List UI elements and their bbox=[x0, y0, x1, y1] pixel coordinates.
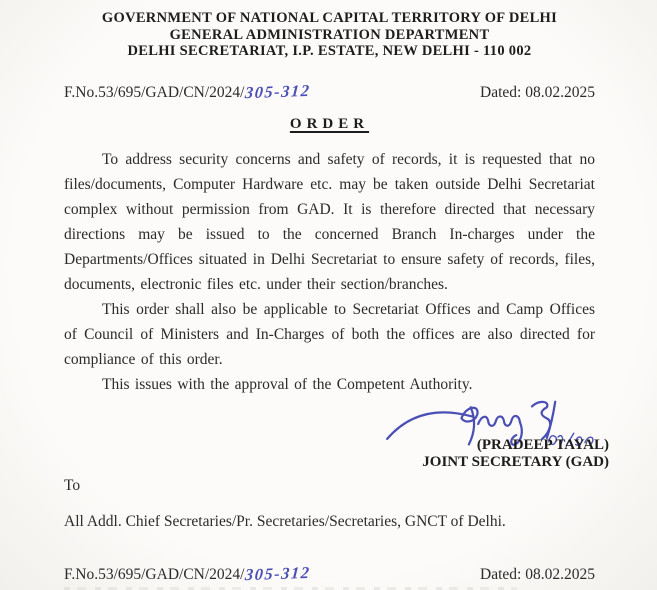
signature-block bbox=[64, 397, 609, 474]
file-number-bottom: F.No.53/695/GAD/CN/2024/305-312 bbox=[64, 562, 312, 584]
reference-row-bottom bbox=[64, 564, 595, 584]
paragraph-security-directions: To address security concerns and safety of records, it is requested that no files/documents, Computer Hardware etc. may be taken outside Delhi Secretariat complex without permission from GAD. It is therefore directed that necessary directions may be issued to the concerned Branch In-charges under the Departments/Offices situated in Delhi Secretariat to ensure safety of records, files, documents, electronic files etc. under their section/branches. bbox=[64, 150, 595, 293]
letterhead bbox=[64, 8, 595, 60]
signature-sweep-stroke bbox=[387, 412, 472, 438]
paragraph-approval: This issues with the approval of the Competent Authority. bbox=[102, 375, 473, 393]
signatory-name: (PRADEEP TAYAL) bbox=[476, 436, 609, 453]
letterhead-line-department: GENERAL ADMINISTRATION DEPARTMENT bbox=[169, 26, 490, 43]
handwritten-dispatch-number-top: 305-312 bbox=[244, 80, 312, 102]
recipients-line: All Addl. Chief Secretaries/Pr. Secretaries/Secretaries, GNCT of Delhi. bbox=[64, 512, 506, 530]
letterhead-line-address: DELHI SECRETARIAT, I.P. ESTATE, NEW DELHI - 110 002 bbox=[127, 43, 532, 59]
order-body bbox=[64, 147, 595, 397]
letterhead-line-government: GOVERNMENT OF NATIONAL CAPITAL TERRITORY OF DELHI bbox=[101, 10, 558, 26]
order-heading-wrap bbox=[64, 115, 595, 133]
file-number-top: F.No.53/695/GAD/CN/2024/305-312 bbox=[64, 80, 312, 102]
reference-row-top bbox=[64, 82, 595, 102]
date-bottom: Dated: 08.02.2025 bbox=[480, 565, 595, 583]
handwritten-dispatch-number-bottom: 305-312 bbox=[244, 562, 312, 584]
salutation: To bbox=[64, 476, 81, 494]
signature-name-squiggle bbox=[478, 415, 520, 425]
paragraph-applicability: This order shall also be applicable to Secretariat Offices and Camp Offices of Council of Ministers and In-Charges of both the offices are also directed for compliance of this order. bbox=[64, 300, 595, 368]
order-heading: ORDER bbox=[289, 115, 370, 132]
signatory bbox=[422, 437, 609, 472]
signatory-designation: JOINT SECRETARY (GAD) bbox=[422, 454, 609, 470]
date-top: Dated: 08.02.2025 bbox=[480, 83, 595, 101]
